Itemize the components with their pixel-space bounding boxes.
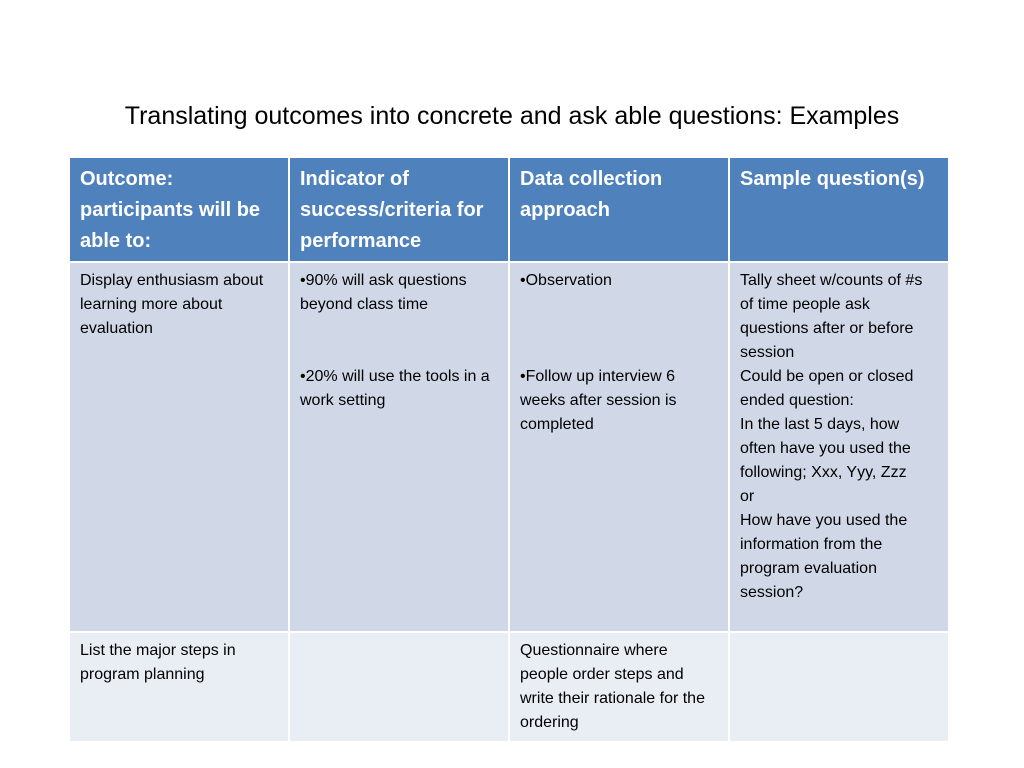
header-outcome: Outcome: participants will be able to: <box>69 157 289 262</box>
table-row <box>69 262 949 632</box>
cell-sample-questions <box>729 632 949 742</box>
table-row <box>69 632 949 742</box>
question-text: How have you used the information from the program evaluation session? <box>740 512 908 601</box>
question-text: Tally sheet w/counts of #s of time people ask questions after or before session <box>740 272 923 361</box>
slide-title: Translating outcomes into concrete and ask able questions: Examples <box>124 102 900 130</box>
question-text: or <box>740 488 755 505</box>
approach-text: Questionnaire where people order steps and write their rationale for the ordering <box>520 642 705 731</box>
outcomes-table <box>68 156 950 743</box>
outcome-text: List the major steps in program planning <box>80 642 236 683</box>
question-text: In the last 5 days, how often have you used the following; Xxx, Yyy, Zzz <box>740 416 911 481</box>
cell-indicator <box>289 262 509 632</box>
header-sample-questions: Sample question(s) <box>729 157 949 262</box>
header-data-collection: Data collection approach <box>509 157 729 262</box>
indicator-item: •20% will use the tools in a work setting <box>300 368 490 409</box>
cell-sample-questions <box>729 262 949 632</box>
header-indicator: Indicator of success/criteria for performance <box>289 157 509 262</box>
approach-item: •Observation <box>520 272 612 289</box>
cell-data-collection <box>509 262 729 632</box>
cell-indicator <box>289 632 509 742</box>
cell-data-collection <box>509 632 729 742</box>
indicator-item: •90% will ask questions beyond class time <box>300 272 467 313</box>
outcome-text: Display enthusiasm about learning more about evaluation <box>80 272 264 337</box>
question-text: Could be open or closed ended question: <box>740 368 914 409</box>
table-header-row <box>69 157 949 262</box>
cell-outcome <box>69 632 289 742</box>
approach-item: •Follow up interview 6 weeks after session is completed <box>520 368 677 433</box>
cell-outcome <box>69 262 289 632</box>
